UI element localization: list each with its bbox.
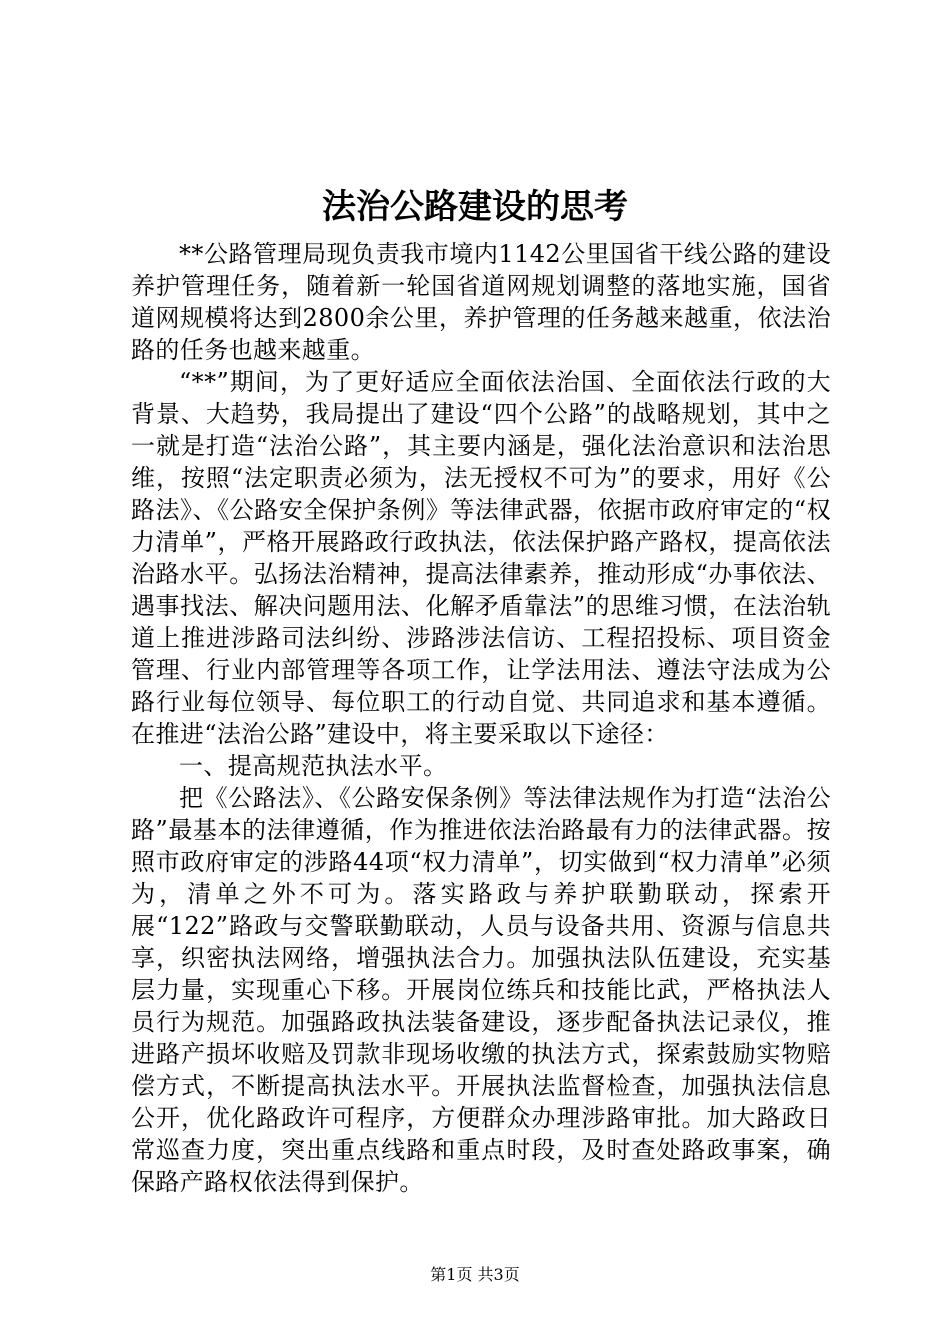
- document-title: 法治公路建设的思考: [322, 187, 628, 227]
- paragraph-intro: **公路管理局现负责我市境内1142公里国省干线公路的建设养护管理任务，随着新一轮国省道网规划调整的落地实施，国省道网规模将达到2800余公里，养护管理的任务越来越重，依法治路的任务也越来越重。: [131, 240, 831, 364]
- paragraph-strategy: “**”期间，为了更好适应全面依法治国、全面依法行政的大背景、大趋势，我局提出了建设“四个公路”的战略规划，其中之一就是打造“法治公路”，其主要内涵是，强化法治意识和法治思维，按照“法定职责必须为，法无授权不可为”的要求，用好《公路法》、《公路安全保护条例》等法律武器，依据市政府审定的“权力清单”，严格开展路政行政执法，依法保护路产路权，提高依法治路水平。弘扬法治精神，提高法律素养，推动形成“办事依法、遇事找法、解决问题用法、化解矛盾靠法”的思维习惯，在法治轨道上推进涉路司法纠纷、涉路涉法信访、工程招投标、项目资金管理、行业内部管理等各项工作，让学法用法、遵法守法成为公路行业每位领导、每位职工的行动自觉、共同追求和基本遵循。在推进“法治公路”建设中，将主要采取以下途径：: [131, 368, 831, 748]
- page-number-footer: 第1页 共3页: [430, 1265, 520, 1284]
- paragraph-enforcement: 把《公路法》、《公路安保条例》等法律法规作为打造“法治公路”最基本的法律遵循，作为推进依法治路最有力的法律武器。按照市政府审定的涉路44项“权力清单”，切实做到“权力清单”必须为，清单之外不可为。落实路政与养护联勤联动，探索开展“122”路政与交警联勤联动，人员与设备共用、资源与信息共享，织密执法网络，增强执法合力。加强执法队伍建设，充实基层力量，实现重心下移。开展岗位练兵和技能比武，严格执法人员行为规范。加强路政执法装备建设，逐步配备执法记录仪，推进路产损坏收赔及罚款非现场收缴的执法方式，探索鼓励实物赔偿方式，不断提高执法水平。开展执法监督检查，加强执法信息公开，优化路政许可程序，方便群众办理涉路审批。加大路政日常巡查力度，突出重点线路和重点时段，及时查处路政事案，确保路产路权依法得到保护。: [131, 784, 831, 1196]
- document-body: [131, 238, 831, 1198]
- section-heading-1: 一、提高规范执法水平。: [179, 752, 448, 780]
